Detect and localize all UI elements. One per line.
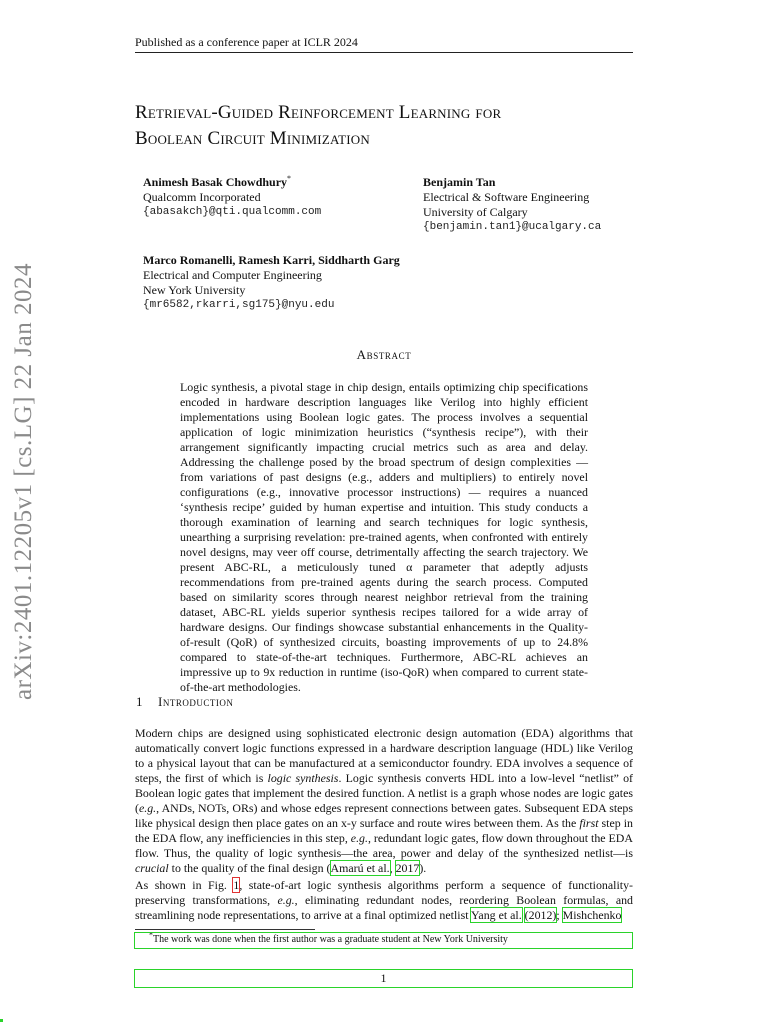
citation-link[interactable]: Mishchenko [562, 908, 622, 923]
author-affiliation: Electrical & Software Engineering [423, 190, 590, 204]
author-name: Marco Romanelli, Ramesh Karri, Siddharth Garg [143, 253, 400, 267]
corner-marker [0, 1019, 3, 1022]
author-name: Benjamin Tan [423, 175, 496, 189]
text-run: , [389, 861, 396, 876]
abstract-heading: Abstract [356, 347, 412, 362]
section-number: 1 [136, 694, 143, 709]
text-run: . Logic synthesis converts HDL into a low-level “netlist” of Boolean logic gates that implement the desired function. A netlist is a graph whose nodes are logic gates ( [135, 771, 634, 816]
citation-year-link[interactable]: (2012) [524, 908, 557, 923]
page-number[interactable]: 1 [135, 970, 632, 987]
running-header: Published as a conference paper at ICLR 2024 [135, 35, 633, 53]
text-run: step in the EDA flow, any inefficiencies in this step, [135, 816, 633, 846]
author-affiliation: Qualcomm Incorporated [143, 190, 261, 204]
footnote-marker: * [149, 930, 153, 940]
arxiv-stamp: arXiv:2401.12205v1 [cs.LG] 22 Jan 2024 [10, 263, 37, 700]
section-heading [136, 694, 233, 710]
intro-paragraph-1 [135, 726, 633, 876]
text-run: ; [556, 908, 563, 923]
author-block-2 [423, 175, 601, 235]
figure-ref-link[interactable]: 1 [233, 878, 240, 892]
emphasis: e.g. [138, 801, 157, 816]
intro-paragraph-2 [135, 878, 633, 923]
citation-link[interactable]: Yang et al. [471, 908, 522, 923]
emphasis: e.g. [350, 831, 368, 846]
abstract-text: Logic synthesis, a pivotal stage in chip design, entails optimizing chip specifications encoded in hardware description languages like Verilog into highly efficient implementations using Boolean logic gates. The process involves a sequential application of logic minimization heuristics (“synthesis recipe”), with their arrangement significantly impacting crucial metrics such as area and delay. Addressing the challenge posed by the broad spectrum of design complexities — from variations of past designs (e.g., adders and multipliers) to entirely novel configurations (e.g., innovative processor instructions) — requires a nuanced ‘synthesis recipe’ guided by human expertise and intuition. This study conducts a thorough examination of learning and search techniques for logic synthesis, unearthing a surprising revelation: pre-trained agents, when confronted with entirely novel designs, may veer off course, detrimentally affecting the search trajectory. We present ABC-RL, a meticulously tuned α parameter that adeptly adjusts recommendations from pre-trained agents during the search process. Computed based on similarity scores through nearest neighbor retrieval from the training dataset, ABC-RL yields superior synthesis recipes tailored for a wide array of hardware designs. Our findings showcase substantial enhancements in the Quality-of-result (QoR) of synthesized circuits, boasting improvements of up to 24.8% compared to state-of-the-art techniques. Furthermore, ABC-RL achieves an impressive up to 9x reduction in runtime (iso-QoR) when compared to current state-of-the-art methodologies. [180, 380, 588, 694]
text-run: to the quality of the final design ( [168, 861, 331, 876]
author-email[interactable]: {mr6582,rkarri,sg175}@nyu.edu [143, 299, 335, 311]
text-run: , state-of-art logic synthesis algorithms perform a sequence of functionality-preserving transformations, [135, 878, 633, 908]
author-email[interactable]: {benjamin.tan1}@ucalgary.ca [423, 221, 602, 233]
citation-year-link[interactable]: 2017 [395, 861, 420, 876]
emphasis: crucial [135, 861, 169, 876]
text-run: ). [419, 861, 427, 876]
paper-title [135, 100, 655, 152]
text-run: , redundant logic gates, flow down throughout the EDA flow. Thus, the quality of logic synthesis—the area, power and delay of the synthesized netlist—is [135, 831, 633, 861]
title-line-2: Boolean Circuit Minimization [135, 128, 370, 149]
title-line-1: Retrieval-Guided Reinforcement Learning for [135, 102, 502, 123]
footnote-rule [135, 929, 315, 930]
emphasis: first [579, 816, 599, 831]
author-block-3 [143, 253, 400, 313]
text-run: As shown in Fig. [135, 878, 234, 892]
emphasis: e.g. [277, 893, 295, 908]
text-run: Modern chips are designed using sophisticated electronic design automation (EDA) algorithms that automatically convert logic functions expressed in a hardware description language (HDL) like Verilog to a physical layout that can be manufactured at a semiconductor foundry. EDA involves a sequence of steps, the first of which is [135, 726, 633, 786]
text-run: , eliminating redundant nodes, reordering Boolean formulas, and streamlining node representations, to arrive at a final optimized netlist [135, 893, 633, 923]
section-title: Introduction [158, 694, 234, 709]
author-block-1 [143, 175, 321, 220]
footnote-link[interactable] [135, 930, 632, 948]
author-affiliation: Electrical and Computer Engineering [143, 268, 322, 282]
author-email[interactable]: {abasakch}@qti.qualcomm.com [143, 206, 322, 218]
citation-link[interactable]: Amarú et al. [330, 861, 390, 876]
footnote-text: The work was done when the first author was a graduate student at New York University [153, 934, 508, 945]
author-affiliation: New York University [143, 283, 246, 297]
author-affiliation: University of Calgary [423, 205, 528, 219]
emphasis: logic synthesis [267, 771, 339, 786]
text-run: , ANDs, NOTs, ORs) and whose edges represent connections between gates. Subsequent EDA steps like physical design then place gates on an x-y surface and route wires between them. As the [135, 801, 633, 831]
author-footnote-marker[interactable]: * [287, 174, 292, 183]
author-name: Animesh Basak Chowdhury [143, 175, 288, 189]
